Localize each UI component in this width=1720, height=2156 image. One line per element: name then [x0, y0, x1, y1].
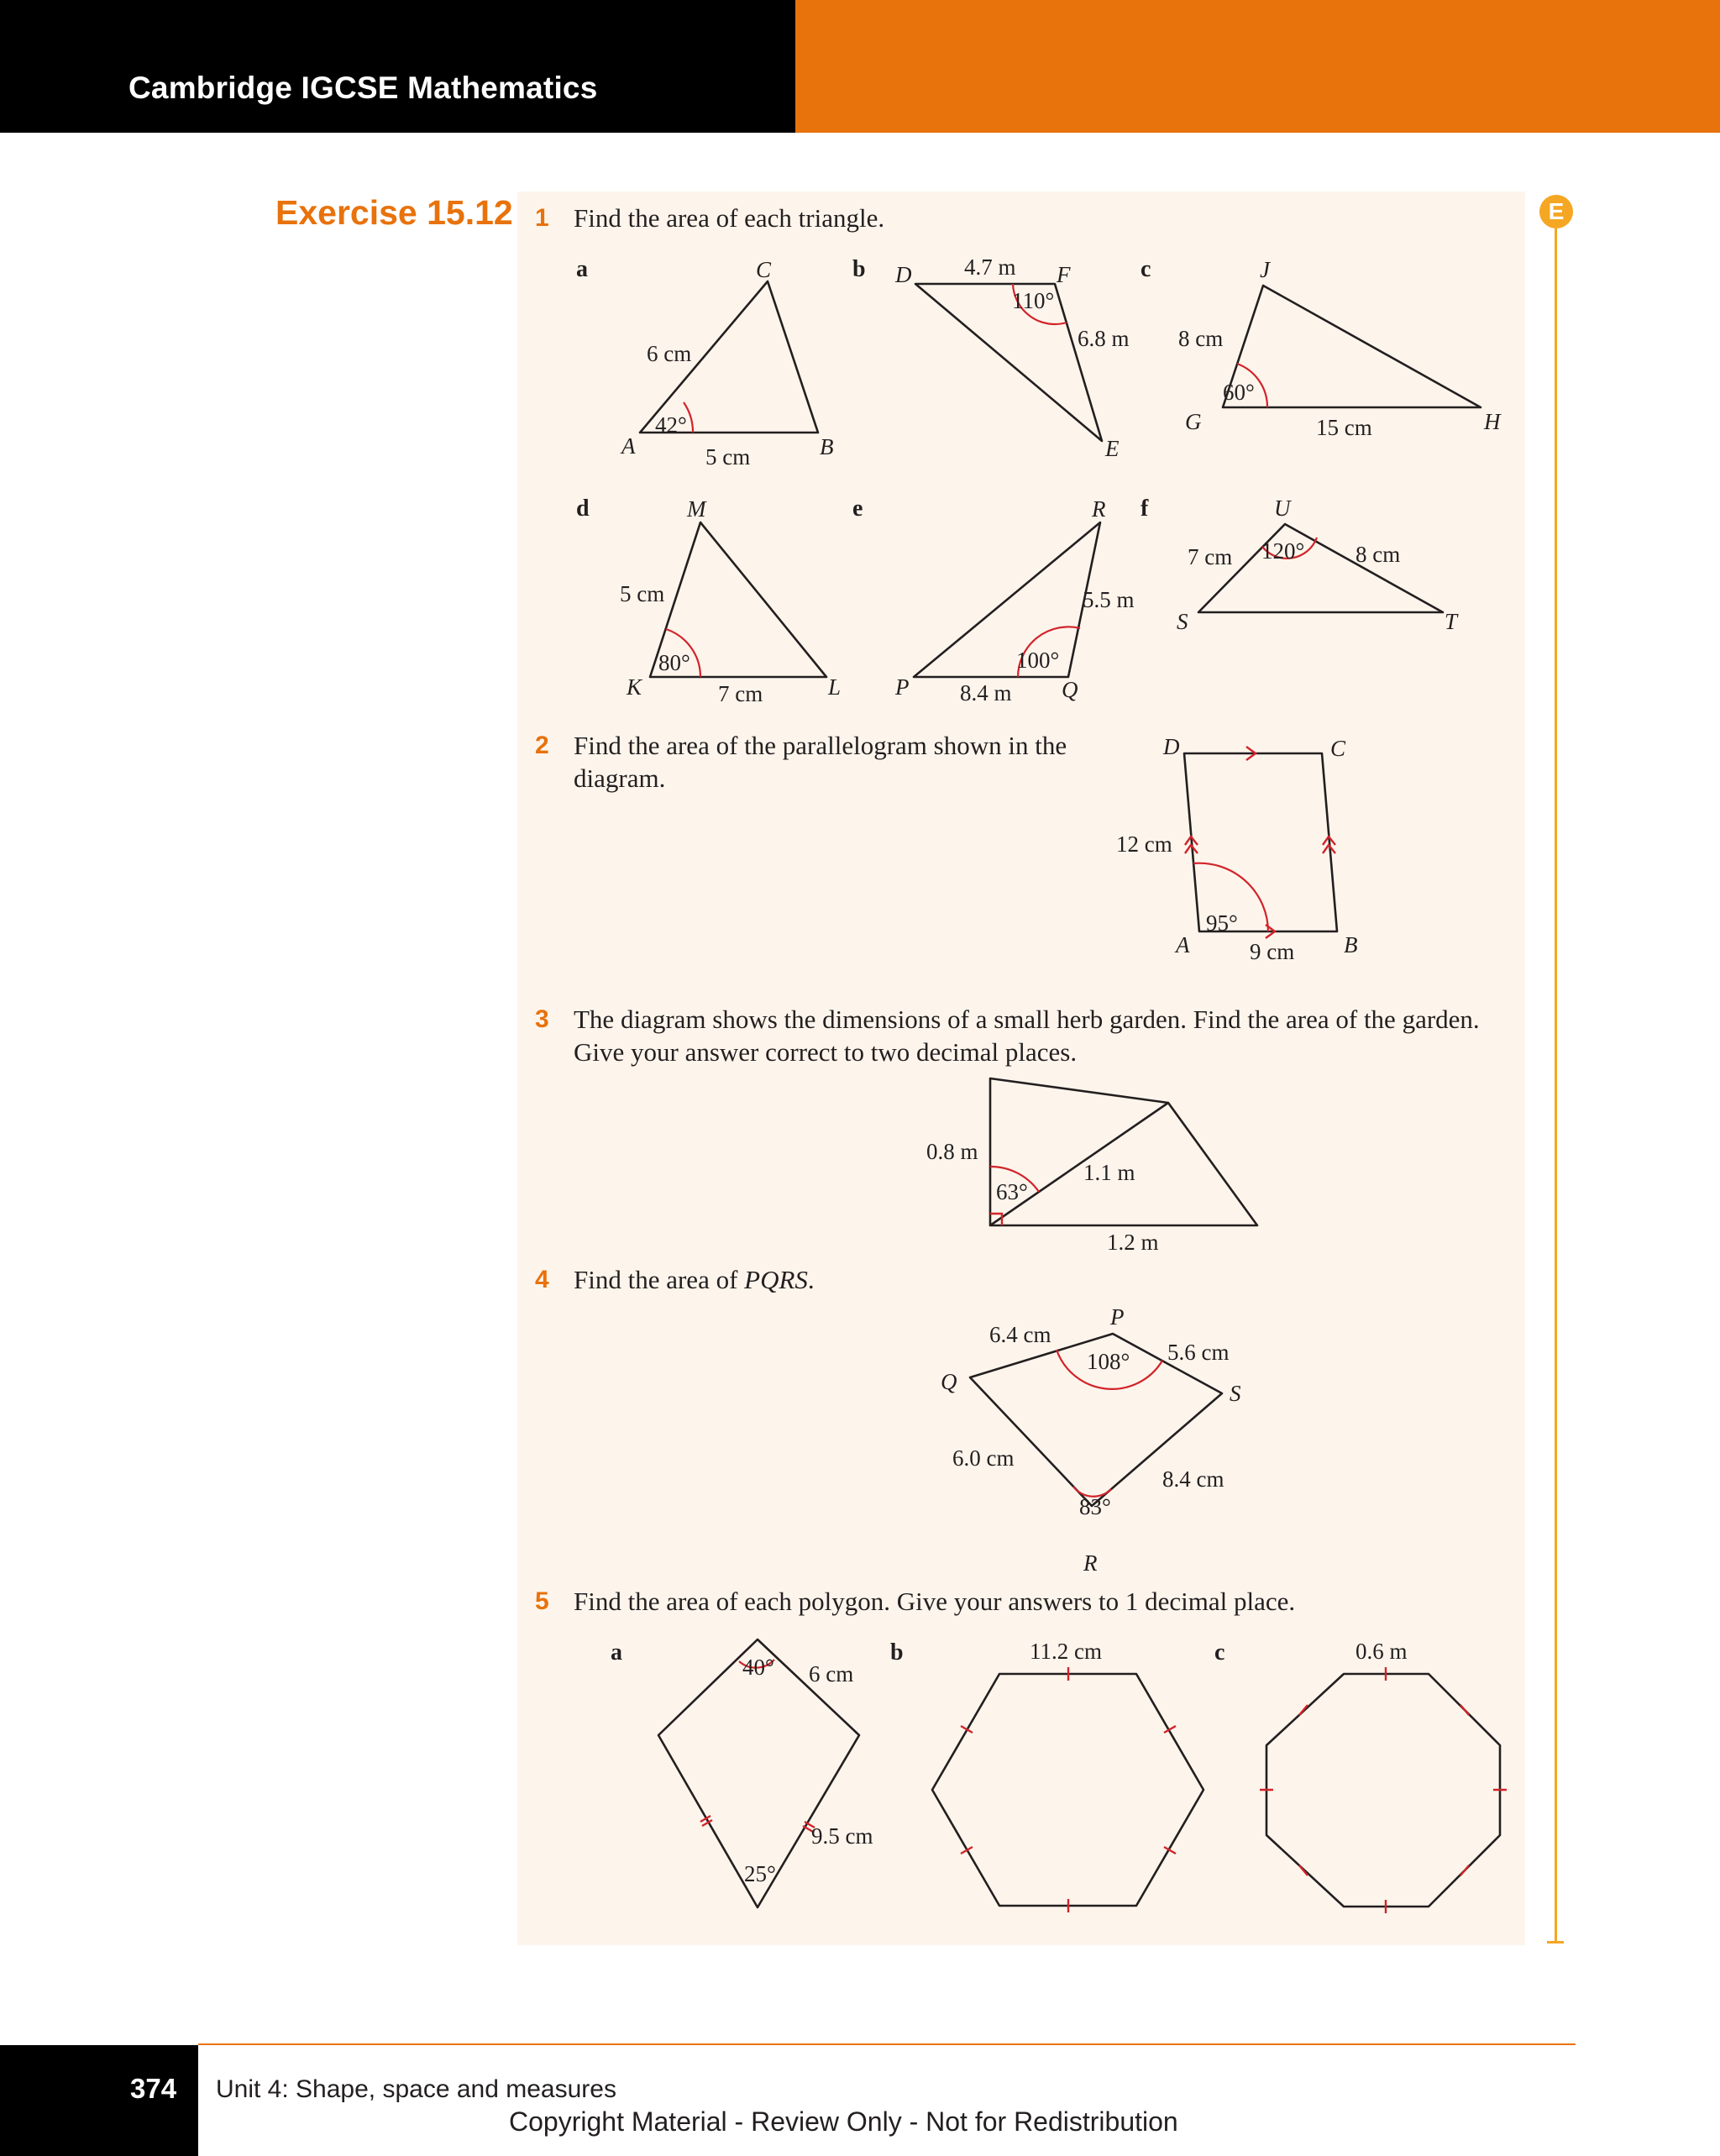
svg-text:40°: 40° — [742, 1655, 774, 1680]
question-number: 4 — [535, 1266, 549, 1293]
svg-text:P: P — [895, 674, 910, 700]
question-text: Find the area of each polygon. Give your answers to 1 decimal place. — [574, 1587, 1296, 1616]
svg-text:63°: 63° — [996, 1179, 1028, 1204]
question-text: Find the area of PQRS. — [574, 1265, 815, 1294]
svg-text:F: F — [1057, 262, 1071, 287]
svg-text:B: B — [820, 434, 834, 459]
svg-text:C: C — [1330, 736, 1346, 761]
svg-text:6 cm: 6 cm — [809, 1661, 854, 1687]
svg-text:6.8 m: 6.8 m — [1078, 326, 1130, 351]
svg-text:c: c — [1141, 256, 1151, 282]
svg-text:b: b — [890, 1639, 904, 1666]
question-text: The diagram shows the dimensions of a small herb garden. Find the area of the garden. Give your answer correct to two decimal places. — [574, 1005, 1480, 1067]
svg-text:110°: 110° — [1012, 288, 1055, 313]
svg-text:83°: 83° — [1079, 1494, 1111, 1519]
triangle-rpq — [852, 496, 1135, 706]
question-number: 1 — [535, 204, 549, 232]
footer-unit-title: Unit 4: Shape, space and measures — [216, 2075, 616, 2103]
footer-rule — [198, 2043, 1576, 2045]
svg-text:D: D — [895, 262, 912, 287]
triangle-abc — [576, 256, 834, 469]
svg-text:1.1 m: 1.1 m — [1083, 1160, 1135, 1185]
svg-text:0.6 m: 0.6 m — [1356, 1639, 1408, 1664]
svg-text:5 cm: 5 cm — [620, 581, 665, 606]
triangle-ust — [1141, 496, 1459, 634]
svg-text:R: R — [1092, 496, 1106, 522]
svg-text:K: K — [627, 674, 642, 700]
svg-text:a: a — [576, 256, 588, 282]
question-number: 3 — [535, 1005, 549, 1033]
svg-text:5.5 m: 5.5 m — [1083, 587, 1135, 612]
svg-text:S: S — [1177, 609, 1188, 634]
svg-text:e: e — [852, 496, 863, 522]
svg-text:d: d — [576, 496, 590, 522]
book-title: Cambridge IGCSE Mathematics — [128, 71, 598, 105]
svg-text:b: b — [852, 256, 866, 282]
svg-text:12 cm: 12 cm — [1116, 831, 1172, 857]
svg-text:6.0 cm: 6.0 cm — [952, 1445, 1015, 1471]
svg-text:120°: 120° — [1261, 538, 1305, 564]
svg-text:C: C — [756, 257, 772, 282]
svg-text:P: P — [1110, 1304, 1125, 1330]
svg-text:7 cm: 7 cm — [718, 681, 763, 706]
question-number: 2 — [535, 732, 549, 759]
polygon-kite — [611, 1639, 873, 1907]
polygon-hexagon — [890, 1639, 1203, 1912]
svg-text:9 cm: 9 cm — [1250, 939, 1295, 964]
svg-text:5.6 cm: 5.6 cm — [1167, 1340, 1230, 1365]
question-text: Find the area of each triangle. — [574, 203, 885, 233]
polygon-octagon — [1214, 1639, 1507, 1913]
svg-text:100°: 100° — [1016, 648, 1060, 673]
svg-text:U: U — [1274, 496, 1291, 521]
page-number: 374 — [130, 2073, 177, 2104]
svg-text:4.7 m: 4.7 m — [964, 254, 1016, 280]
svg-text:8 cm: 8 cm — [1356, 542, 1401, 567]
svg-text:8 cm: 8 cm — [1178, 326, 1224, 351]
svg-text:E: E — [1105, 436, 1120, 461]
svg-text:6.4 cm: 6.4 cm — [989, 1322, 1051, 1347]
triangle-mkl — [576, 496, 841, 706]
svg-text:J: J — [1260, 257, 1270, 282]
svg-text:60°: 60° — [1223, 380, 1255, 405]
svg-text:H: H — [1484, 409, 1501, 434]
svg-text:1.2 m: 1.2 m — [1107, 1230, 1159, 1255]
svg-text:Q: Q — [1062, 677, 1078, 702]
exercise-title: Exercise 15.12 — [275, 193, 513, 232]
quadrilateral-pqrs — [941, 1304, 1241, 1576]
svg-text:Q: Q — [941, 1369, 957, 1394]
svg-text:R: R — [1083, 1550, 1098, 1576]
svg-text:G: G — [1185, 409, 1202, 434]
svg-text:M: M — [687, 496, 706, 522]
triangle-jgh — [1141, 256, 1502, 440]
herb-garden — [926, 1078, 1257, 1255]
svg-text:0.8 m: 0.8 m — [926, 1139, 978, 1164]
copyright-notice: Copyright Material - Review Only - Not for Redistribution — [509, 2106, 1178, 2137]
triangle-dfe — [852, 254, 1130, 461]
svg-text:25°: 25° — [744, 1861, 776, 1886]
svg-text:8.4 m: 8.4 m — [960, 680, 1012, 706]
svg-text:L: L — [828, 674, 842, 700]
svg-text:42°: 42° — [655, 412, 687, 438]
parallelogram-abcd — [1116, 734, 1358, 964]
question-text: Find the area of the parallelogram shown in the diagram. — [574, 731, 1067, 793]
svg-text:T: T — [1445, 609, 1458, 634]
extended-badge: E — [1539, 195, 1573, 228]
svg-text:D: D — [1163, 734, 1180, 759]
svg-text:15 cm: 15 cm — [1316, 415, 1372, 440]
svg-text:5 cm: 5 cm — [705, 444, 751, 469]
svg-text:B: B — [1344, 932, 1358, 957]
svg-text:95°: 95° — [1206, 910, 1238, 936]
svg-text:A: A — [621, 433, 636, 459]
svg-text:11.2 cm: 11.2 cm — [1030, 1639, 1102, 1664]
svg-text:a: a — [611, 1639, 622, 1666]
svg-text:6 cm: 6 cm — [647, 341, 692, 366]
svg-text:A: A — [1176, 932, 1190, 957]
svg-text:7 cm: 7 cm — [1188, 544, 1233, 569]
svg-text:f: f — [1141, 496, 1149, 522]
question-number: 5 — [535, 1587, 549, 1615]
svg-text:108°: 108° — [1087, 1349, 1130, 1374]
svg-text:S: S — [1230, 1381, 1241, 1406]
svg-text:80°: 80° — [658, 650, 690, 675]
svg-text:9.5 cm: 9.5 cm — [811, 1823, 873, 1849]
svg-text:c: c — [1214, 1639, 1225, 1666]
svg-text:8.4 cm: 8.4 cm — [1162, 1466, 1224, 1492]
